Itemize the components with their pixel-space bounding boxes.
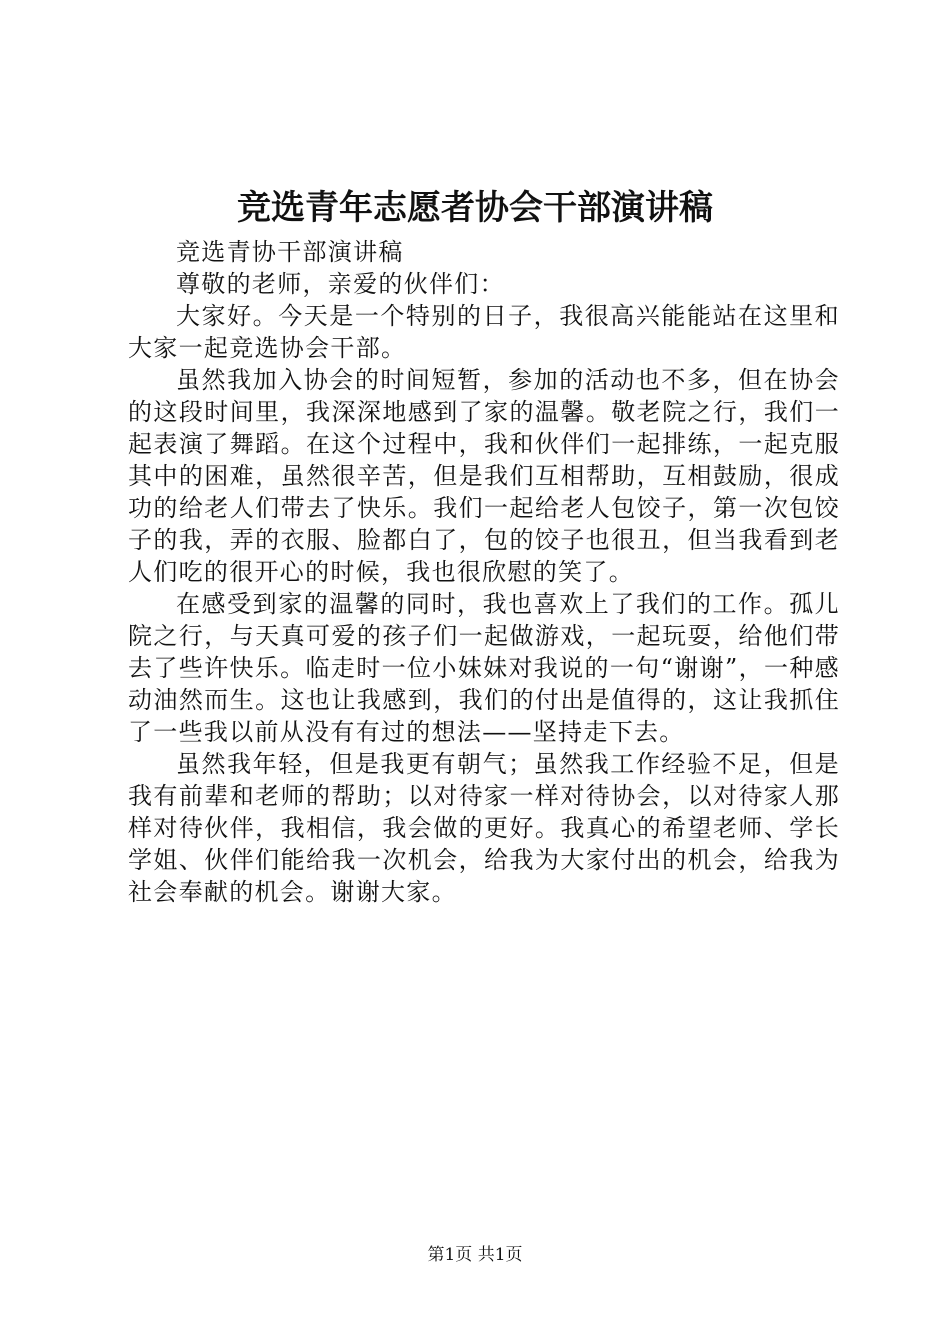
page-title: 竞选青年志愿者协会干部演讲稿: [237, 188, 713, 228]
paragraph-greeting: 大家好。今天是一个特别的日子，我很高兴能能站在这里和大家一起竞选协会干部。: [128, 302, 840, 362]
document-body: [128, 236, 840, 908]
paragraph-experience: 虽然我加入协会的时间短暂，参加的活动也不多，但在协会的这段时间里，我深深地感到了家的温馨。敬老院之行，我们一起表演了舞蹈。在这个过程中，我和伙伴们一起排练，一起克服其中的困难，虽然很辛苦，但是我们互相帮助，互相鼓励，很成功的给老人们带去了快乐。我们一起给老人包饺子，第一次包饺子的我，弄的衣服、脸都白了，包的饺子也很丑，但当我看到老人们吃的很开心的时候，我也很欣慰的笑了。: [128, 366, 840, 586]
paragraph-work: 在感受到家的温馨的同时，我也喜欢上了我们的工作。孤儿院之行，与天真可爱的孩子们一起做游戏，一起玩耍，给他们带去了些许快乐。临走时一位小妹妹对我说的一句“谢谢”，一种感动油然而生。这也让我感到，我们的付出是值得的，这让我抓住了一些我以前从没有有过的想法——坚持走下去。: [128, 590, 840, 746]
paragraph-subtitle: 竞选青协干部演讲稿: [176, 238, 404, 266]
page-footer: 第1页 共1页: [427, 1245, 523, 1265]
paragraph-closing: 虽然我年轻，但是我更有朝气；虽然我工作经验不足，但是我有前辈和老师的帮助；以对待家一样对待协会，以对待家人那样对待伙伴，我相信，我会做的更好。我真心的希望老师、学长学姐、伙伴们能给我一次机会，给我为大家付出的机会，给我为社会奉献的机会。谢谢大家。: [128, 750, 840, 906]
paragraph-salutation: 尊敬的老师，亲爱的伙伴们：: [176, 270, 505, 298]
